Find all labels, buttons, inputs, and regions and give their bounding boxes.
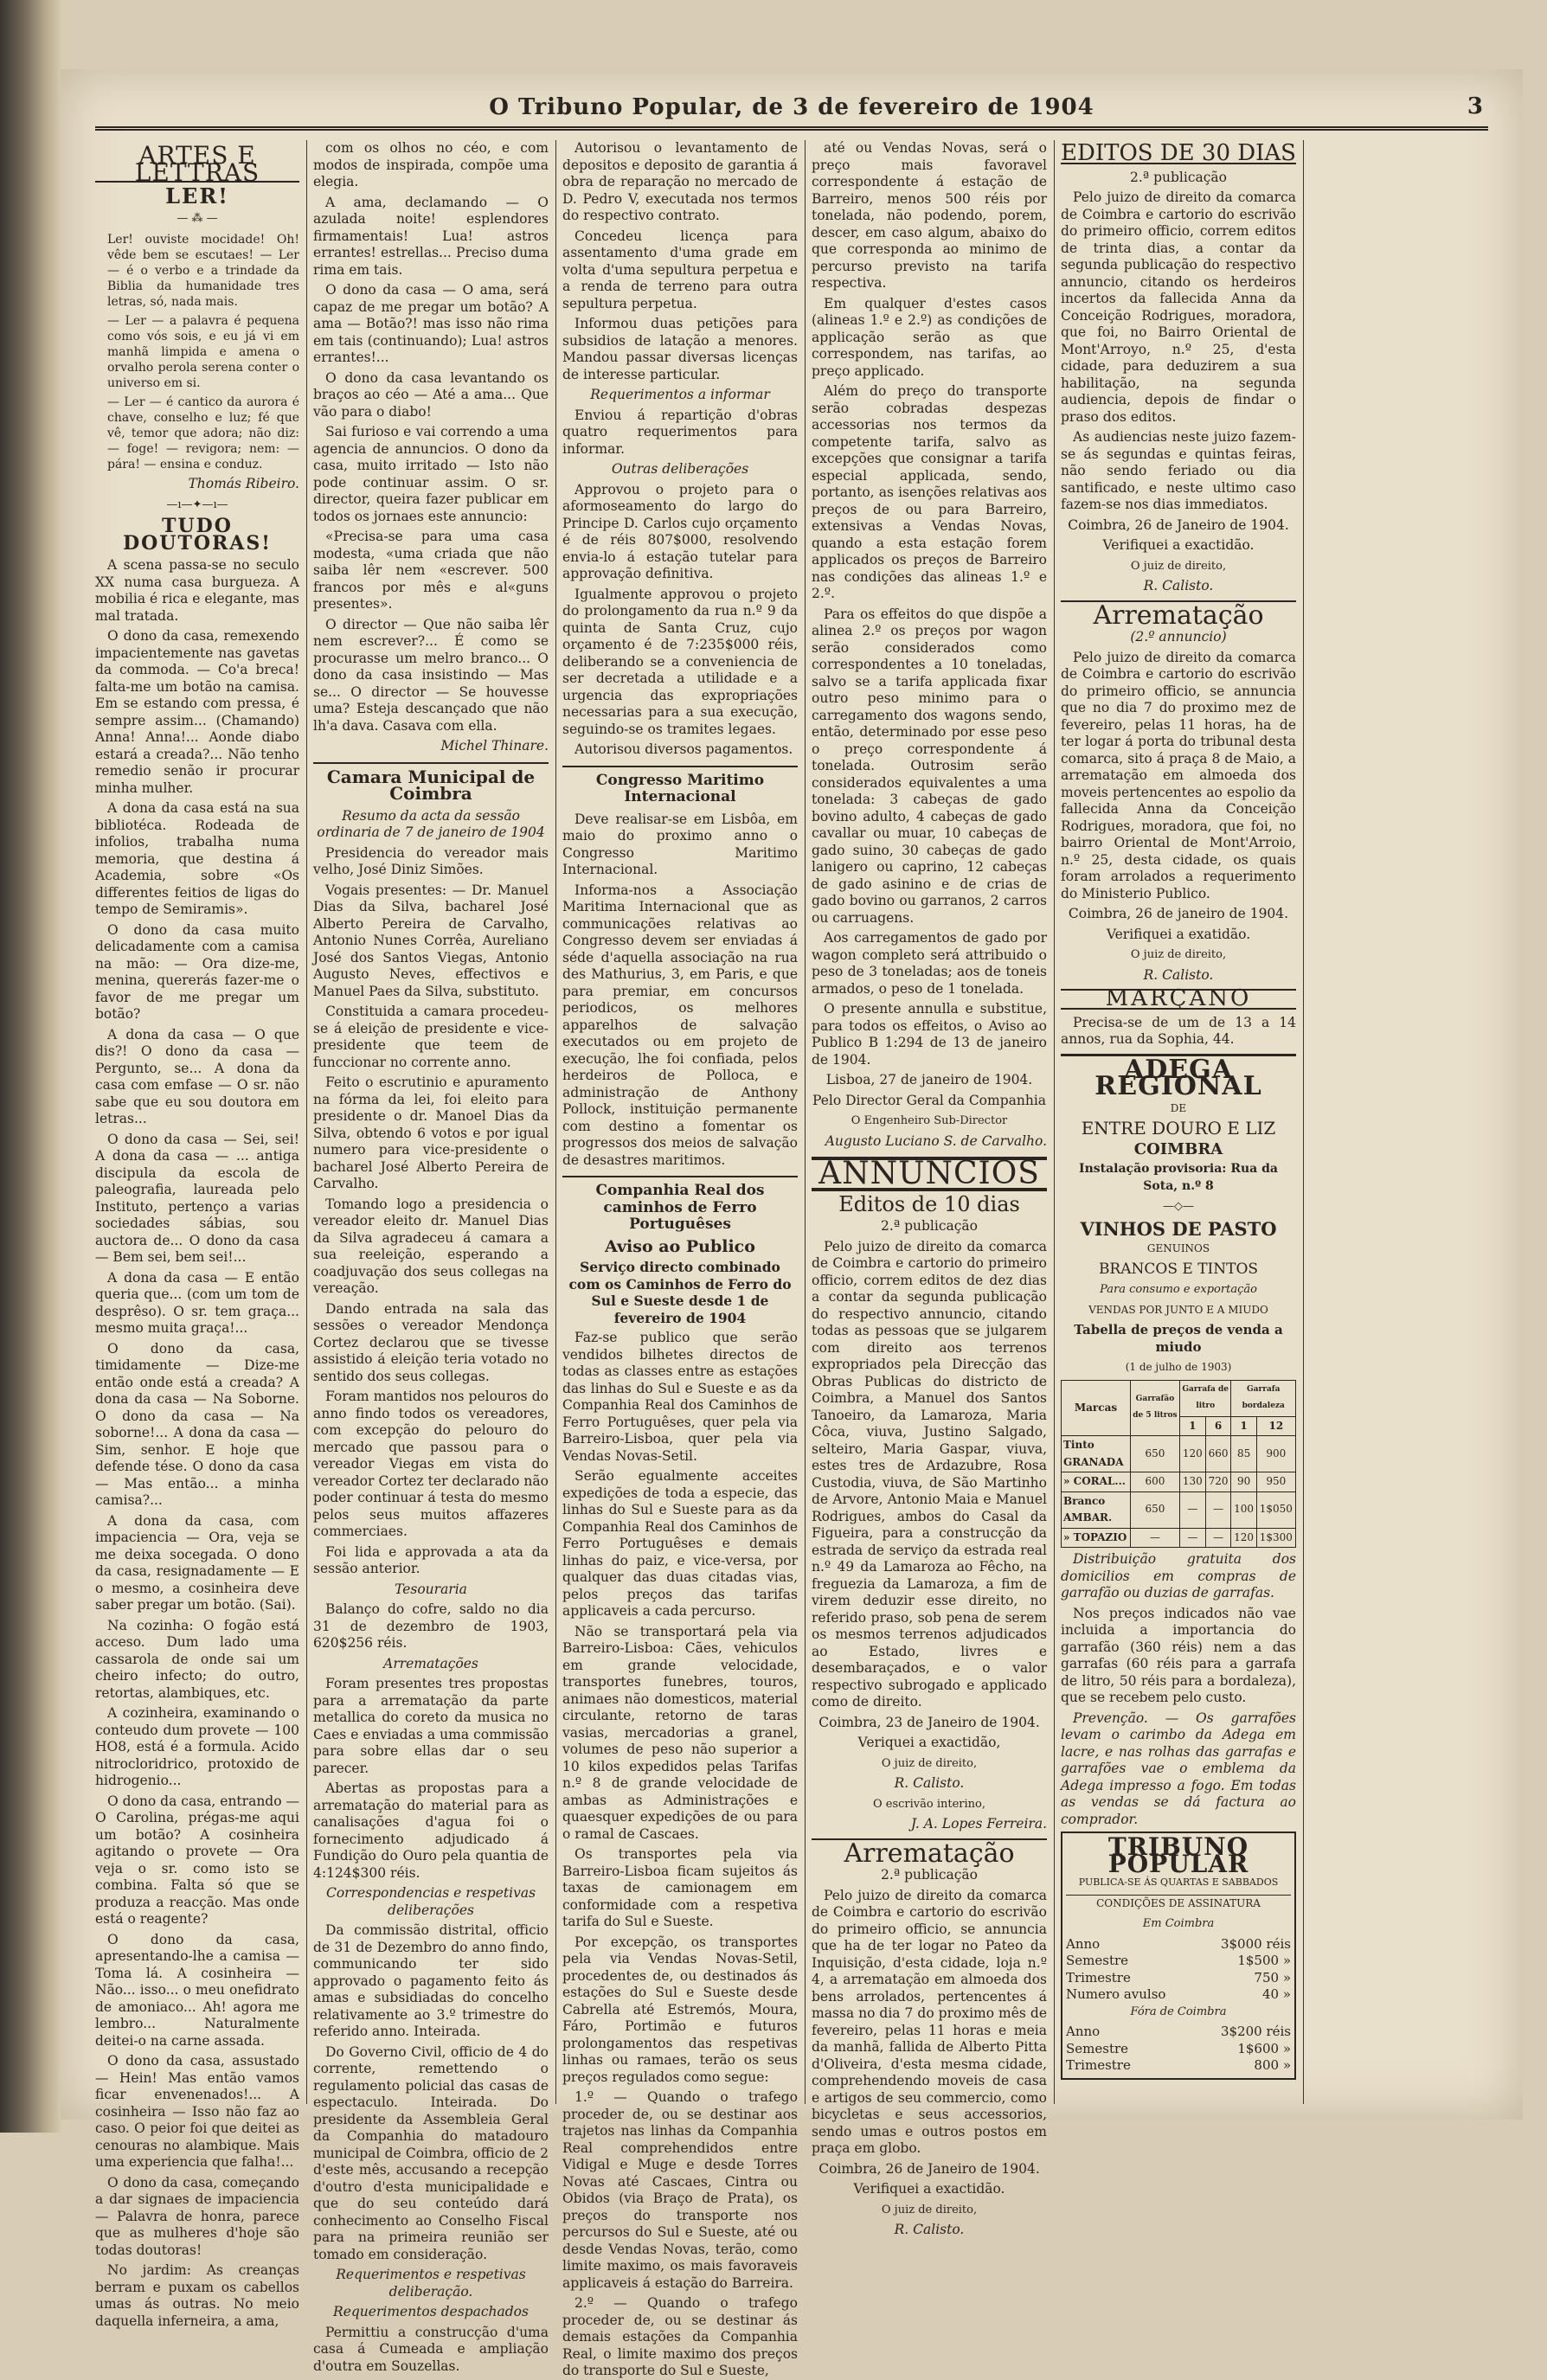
ad-date: Coimbra, 26 de Janeiro de 1904. <box>818 2160 1040 2177</box>
ornament: — ⁂ — <box>177 211 218 225</box>
tribuno-subtitle: PUBLICA-SE ÁS QUARTAS E SABBADOS <box>1078 1876 1279 1888</box>
price-row: Trimestre 800 » <box>1066 2057 1291 2073</box>
ad-title: MARÇANO <box>1061 989 1296 1010</box>
paragraph: Foram presentes tres propostas para a arrematação da parte metallica do coreto da musica no Caes e enviadas a uma commissão para sobre ellas dar o seu parecer. <box>313 1676 549 1776</box>
paragraph: Pelo juizo de direito da comarca de Coimbra e cartorio do escrivão do primeiro officio, se annuncia que ha de ter logar no Pateo da Inquisição, d'esta cidade, loja n.º 4, a arrematação em almoeda dos bens arrolados, pertencentes á massa no dia 7 do proximo mês de fevereiro, pelas 11 horas e meia da manhã, fallida de Alberto Pitta d'Oliveira, d'esta mesma cidade, comprehendendo moveis de casa e artigos de seu commercio, como bicycletas e seus accessorios, sendo umas e outros postos em praça em globo. <box>812 1887 1047 2156</box>
table-cell: — <box>1205 1528 1231 1548</box>
article-subtitle: Aviso ao Publico <box>605 1236 755 1256</box>
subheading: Arrematações <box>383 1655 478 1671</box>
paragraph: Foram mantidos nos pelouros do anno findo todos os vereadores, com excepção do pelouro do mercado que passou para o vereador Viegas em vista do vereador Cortez ter declarado não poder continuar á testa do mesmo pelos seus muitos affazeres commerciaes. <box>313 1389 549 1539</box>
article-title: Companhia Real dos caminhos de Ferro Portuguêses <box>562 1176 798 1234</box>
paragraph: Não se transportará pela via Barreiro-Lisboa: Cães, vehiculos em grande velocidade, transportes funebres, touros, animaes não domesticos, material circulante, retorno de taras vasias, mercadorias a granel, volumes de peso não superior a 10 kilos expedidos pelas Tarifas n.º 8 de grande velocidade de ambas as Administrações e quaesquer expedições de ou para o ramal de Cascaes. <box>562 1623 798 1842</box>
paragraph: Da commissão distrital, officio de 31 de Dezembro do anno findo, communicando ter sido approvado o pagamento feito ás amas e subsidiadas do concelho relativamente ao 3.º trimestre do referido anno. Inteirada. <box>313 1922 549 2039</box>
ad-title: Arrematação <box>1061 600 1296 625</box>
article-title: Camara Municipal de Coimbra <box>313 762 549 803</box>
subheading: Requerimentos a informar <box>590 387 770 402</box>
paragraph: Em qualquer d'estes casos (alineas 1.º e 2.º) as condições de applicação serão as que correspondem, nas tarifas, ao preço applicado. <box>812 295 1047 379</box>
paragraph: A dona da casa, com impaciencia — Ora, veja se me deixa socegada. O dono da casa, resignadamente — E o mesmo, a cosinheira deve saber pregar um botão. (Sai). <box>95 1512 299 1613</box>
in-coimbra: Em Coimbra <box>1142 1917 1215 1930</box>
paragraph: Approvou o projeto para o aformoseamento do largo do Principe D. Carlos cujo orçamento é de réis 807$000, resolvendo envia-lo á estação tutelar para approvação definitiva. <box>562 481 798 581</box>
page-header <box>95 88 1488 131</box>
table-row <box>1062 1436 1296 1472</box>
adega-de: DE <box>1170 1101 1187 1114</box>
ad-date: Coimbra, 26 de janeiro de 1904. <box>1068 906 1289 921</box>
table-cell: 130 <box>1179 1472 1205 1492</box>
signature-line: Pelo Director Geral da Companhia <box>812 1092 1047 1108</box>
table-cell: — <box>1179 1528 1205 1548</box>
table-cell: 650 <box>1130 1492 1179 1528</box>
ad-title: Arrematação <box>812 1838 1047 1863</box>
table-header: Marcas <box>1062 1380 1131 1436</box>
paragraph: A scena passa-se no seculo XX numa casa burgueza. A mobilia é rica e elegante, mas mal tratada. <box>95 557 300 624</box>
article-subtitle: Serviço directo combinado com os Caminhos de Ferro do Sul e Sueste desde 1 de fevereiro de 1904 <box>568 1259 792 1326</box>
table-header: Garrafa bordaleza <box>1231 1380 1296 1416</box>
ad-date: Coimbra, 23 de Janeiro de 1904. <box>818 1714 1040 1730</box>
ornament: —◇— <box>1163 1200 1194 1213</box>
paragraph: Do Governo Civil, officio de 4 do corrente, remettendo o regulamento policial das casas de espectaculo. Inteirada. Do presidente da Assembleia Geral da Companhia do matadouro municipal de Coimbra, officio de 2 d'este mês, accusando a recepção d'outro d'esta municipalidade e que do seu conteúdo dará conhecimento ao Conselho Fiscal para na primeira reunião ser tomado em consideração. <box>313 2043 549 2262</box>
ad-title: EDITOS DE 30 DIAS <box>1061 140 1296 166</box>
subheading: Correspondencias e respetivas deliberações <box>325 1885 536 1918</box>
paragraph: Por excepção, os transportes pela via Vendas Novas-Setil, procedentes de, ou destinados ás estações do Sul e Sueste desde Cabrella até Estremós, Moura, Fáro, Portimão e futuros prolongamentos das respetivas linhas ou ramaes, terão os seus preços regulados como segue: <box>562 1934 798 2085</box>
signature-name: J. A. Lopes Ferreira. <box>910 1816 1047 1832</box>
paragraph: com os olhos no céo, e com modos de inspirada, compõe uma elegia. <box>313 140 549 189</box>
paragraph: O director — Que não saiba lêr nem escrever?... É como se procurasse um melro branco... O dono da casa insistindo — Mas se... O director — Se houvesse uma? Esteja descançado que não lh'a dava. Casava com ella. <box>313 616 549 734</box>
paragraph: A dona da casa — E então queria que... (com um tom de desprêso). O sr. tem graça... mesmo muita graça!... <box>95 1269 299 1336</box>
ad-publication: 2.ª publicação <box>1130 169 1227 185</box>
column-2 <box>313 140 549 2374</box>
price-row: Semestre 1$500 » <box>1066 1953 1291 1968</box>
annuncios-heading: ANNUNCIOS <box>812 1157 1047 1191</box>
price-row: Numero avulso 40 » <box>1066 1986 1291 2002</box>
conditions-heading: CONDIÇÕES DE ASSINATURA <box>1066 1895 1291 1913</box>
vinhos-title: VINHOS DE PASTO <box>1080 1217 1277 1240</box>
table-header: 1 <box>1179 1416 1205 1436</box>
book-binding <box>0 0 62 2133</box>
article-title: Congresso Maritimo Internacional <box>562 766 798 806</box>
table-header: Garrafa de litro <box>1179 1380 1231 1416</box>
adega-title: ADEGA REGIONAL <box>1061 1054 1296 1095</box>
paragraph: Precisa-se de um de 13 a 14 annos, rua da Sophia, 44. <box>1061 1014 1296 1047</box>
paragraph: Serão egualmente acceites expedições de toda a especie, das linhas do Sul e Sueste para as da Companhia Real dos Caminhos de Ferro Portuguêses e demais linhas do paiz, e vice-versa, por qualquer das duas citadas vias, pelos preços das tarifas applicaveis a cada percurso. <box>562 1468 798 1619</box>
table-row <box>1062 1528 1296 1548</box>
paragraph: O dono da casa muito delicadamente com a camisa na mão: — Ora dize-me, menina, quererás fazer-me o favor de me pregar um botão? <box>95 921 299 1022</box>
paragraph: O dono da casa — Sei, sei! A dona da casa — ... antiga discipula da escola de paleografia, laureada pelo Instituto, pertenço a varias sociedades sábias, sou auctora de... O dono da casa — Bem sei, bem sei!... <box>95 1131 299 1265</box>
paragraph: Tomando logo a presidencia o vereador eleito dr. Manuel Dias da Silva agradeceu á camara a sua reeleição, esperando a coadjuvação dos seus collegas na vereação. <box>313 1196 549 1296</box>
table-cell: Branco AMBAR. <box>1062 1492 1131 1528</box>
table-header: Garrafão de 5 litros <box>1130 1380 1179 1436</box>
table-cell: 100 <box>1231 1492 1256 1528</box>
signature-name: R. Calisto. <box>1143 578 1214 593</box>
table-row <box>1062 1492 1296 1528</box>
column-1 <box>95 140 300 2329</box>
paragraph: Enviou á repartição d'obras quatro requerimentos para informar. <box>562 407 798 457</box>
poem-verse: — Ler — a palavra é pequena como vós sois, e eu já vi em manhã limpida e amena o orvalho perola serena conter o universo em si. <box>107 314 299 390</box>
table-row <box>1062 1472 1296 1492</box>
price-row: Anno 3$200 réis <box>1066 2024 1291 2039</box>
signature-line: O escrivão interino, <box>872 1797 985 1811</box>
ad-date: Coimbra, 26 de Janeiro de 1904. <box>1068 516 1289 533</box>
paragraph: Informa-nos a Associação Maritima Internacional que as communicações relativas ao Congresso devem ser enviadas á séde d'aquella associação na rua des Mathurius, 3, em Paris, e que para premiar, em concursos periodicos, os melhores apparelhos de salvação executados ou em projeto de execução, lhe foi confiada, pelos herdeiros de Polloca, e administração de Anthony Pollock, instituição permanente com destino a fomentar os progressos dos meios de salvação de desastres maritimos. <box>562 882 798 1168</box>
signature-line: O juiz de direito, <box>1130 559 1227 573</box>
table-cell: 1$300 <box>1256 1528 1295 1548</box>
paragraph: Pelo juizo de direito da comarca de Coimbra e cartorio do escrivão do primeiro officio, se annuncia que no dia 7 do proximo mez de fevereiro, pelas 11 horas, ha de ter logar á porta do tribunal desta comarca, sito á praça 8 de Maio, a arrematação em almoeda dos moveis pertencentes ao espolio da fallecida Anna da Conceição Rodrigues, moradora, que foi, no bairro Oriental de Mont'Arroio, n.º 25, desta cidade, os quais foram arrolados a requerimento do Ministerio Publico. <box>1061 649 1296 901</box>
paragraph: A dona da casa — O que dis?! O dono da casa — Pergunto, se... A dona da casa com emfase — O sr. não sabe que eu sou doutora em letras... <box>95 1026 299 1126</box>
page-number: 3 <box>1467 93 1483 119</box>
paragraph: 1.º — Quando o trafego proceder de, ou se destinar aos trajetos nas linhas da Companhia Real comprehendidos entre Vidigal e Muge e desde Torres Novas até Cascaes, Cintra ou Obidos (via Braço de Prata), os preços do transporte nos percursos do Sul e Sueste, até ou desde Vendas Novas, terão, como limite maximo, os mais favoraveis applicaveis á estação do Barreira. <box>562 2089 798 2291</box>
paragraph: O dono da casa, começando a dar signaes de impaciencia — Palavra de honra, parece que as mulheres d'hoje são todas doutoras! <box>95 2174 299 2258</box>
table-cell: — <box>1130 1528 1179 1548</box>
paragraph: No jardim: As creanças berram e puxam os cabellos umas ás outras. No meio daquella inferneira, a ama, <box>95 2262 299 2329</box>
table-cell: 720 <box>1205 1472 1231 1492</box>
table-cell: 900 <box>1256 1436 1295 1472</box>
table-cell: » CORAL... <box>1062 1472 1131 1492</box>
adega-subtitle: ENTRE DOURO E LIZ <box>1081 1118 1276 1139</box>
signature-line: O Engenheiro Sub-Director <box>851 1114 1008 1127</box>
poem-verse: Ler! ouviste mocidade! Oh! vêde bem se escutaes! — Ler — é o verbo e a trindade da Biblia da humanidade tres letras, só, nada mais. <box>107 233 299 309</box>
paragraph: Feito o escrutinio e apuramento na fórma da lei, foi eleito para presidente o dr. Manoel Dias da Silva, obtendo 6 votos e por igual numero para vice-presidente o bacharel José Alberto Pereira de Carvalho. <box>313 1075 549 1191</box>
paragraph: Na cozinha: O fogão está acceso. Dum lado uma cassarola de onde sai um cheiro infecto; do outro, retortas, alambiques, etc. <box>95 1617 299 1701</box>
price-row: Anno 3$000 réis <box>1066 1935 1291 1952</box>
ad-verification: Verifiquei a exactidão. <box>1102 537 1255 553</box>
price-table-title: Tabella de preços de venda a miudo <box>1074 1322 1283 1355</box>
table-cell: 950 <box>1256 1472 1295 1492</box>
poem-author: Thomás Ribeiro. <box>188 476 299 491</box>
paragraph: Autorisou diversos pagamentos. <box>575 741 793 757</box>
paragraph: Autorisou o levantamento de depositos e deposito de garantia á obra de reparação no mercado de D. Pedro V, executada nos termos do respectivo contrato. <box>562 140 798 223</box>
paragraph: Vogais presentes: — Dr. Manuel Dias da Silva, bacharel José Alberto Pereira de Carvalho, Antonio Nunes Corrêa, Aureliano José dos Santos Viegas, Antonio Augusto Neves, effectivos e Manuel Paes da Silva, substituto. <box>313 882 549 999</box>
paragraph: «Precisa-se para uma casa modesta, «uma criada que não saiba lêr nem «escrever. 500 francos por mês e al«guns presentes». <box>313 529 549 612</box>
paragraph: Concedeu licença para assentamento d'uma grade em volta d'uma sepultura perpetua e a renda de terreno para outra sepultura perpetua. <box>562 228 798 311</box>
paragraph: O dono da casa, remexendo impacientemente nas gavetas da commoda. — Co'a breca! falta-me um botão na camisa. Em se estando com pressa, é sempre assim... (Chamando) Anna! Anna!... Aonde diabo estará a creada?... Não tenho remedio senão ir procurar minha mulher. <box>95 628 299 796</box>
paragraph: A ama, declamando — O azulada noite! esplendores firmamentais! Lua! astros errantes! estrellas... Preciso duma rima em tais. <box>313 194 549 278</box>
paragraph: Abertas as propostas para a arrematação do material para as canalisações d'agua foi o fornecimento adjudicado á Fundição do Ouro pela quantia de 4:124$300 réis. <box>313 1780 549 1881</box>
paragraph: O dono da casa levantando os braços ao céo — Até a ama... Que vão para o diabo! <box>313 369 549 420</box>
paragraph: O dono da casa — O ama, será capaz de me pregar um botão? A ama — Botão?! mas isso não rima em tais (continuando); Lua! astros errantes!... <box>313 282 549 365</box>
consumo: Para consumo e exportação <box>1100 1283 1257 1296</box>
section-heading: ARTES E LETTRAS <box>95 147 299 183</box>
ad-publication: (2.º annuncio) <box>1130 629 1227 645</box>
paragraph: Para os effeitos do que dispõe a alinea 2.º os preços por wagon serão considerados como correspondentes a 10 toneladas, salvo se a tarifa applicada fixar outro peso minimo para o carregamento dos wagons sendo, então, determinado por esse peso o preço correspondente á tonelada. Outrosim serão considerados equivalentes a uma tonelada: 3 cabeças de gado bovino adulto, 4 cabeças de gado cavallar ou muar, 10 cabeças de gado suino, 30 cabeças de gado lanigero ou caprino, 12 cabeças de gado asinino e de crias de gado bovino ou garranos, 2 carros ou carruagens. <box>812 606 1047 926</box>
ad-verification: Verifiquei a exactidão. <box>853 2181 1005 2197</box>
subheading: Requerimentos e respetivas deliberação. <box>336 2267 526 2300</box>
price-row: Trimestre 750 » <box>1066 1969 1291 1985</box>
table-cell: Tinto GRANADA <box>1062 1436 1131 1472</box>
paragraph: Distribuição gratuita dos domicilios em compras de garrafão ou duzias de garrafas. <box>1061 1551 1296 1601</box>
column-rule <box>306 140 307 2104</box>
table-cell: 600 <box>1130 1472 1179 1492</box>
signature-name: Augusto Luciano S. de Carvalho. <box>825 1132 1047 1149</box>
paragraph: O dono da casa, assustado — Hein! Mas então vamos ficar envenenados!... A cosinheira — Isso não faz ao caso. O peior foi que deitei as cenouras no alambique. Mais uma experiencia que falha!... <box>95 2053 299 2170</box>
paragraph: Dando entrada na sala das sessões o vereador Mendonça Cortez declarou que se tivesse assistido á eleição teria votado no sentido dos seus collegas. <box>313 1300 549 1384</box>
table-cell: » TOPAZIO <box>1062 1528 1131 1548</box>
genuinos: GENUINOS <box>1146 1242 1210 1254</box>
ornament: —ı—✦—ı— <box>166 497 228 511</box>
table-cell: — <box>1179 1492 1205 1528</box>
signature-line: O juiz de direito, <box>881 2203 978 2216</box>
column-5 <box>1061 140 1296 2104</box>
ad-verification: Verifiquei a exatidão. <box>1106 926 1251 942</box>
table-cell: 1$050 <box>1256 1492 1295 1528</box>
table-header: 6 <box>1205 1416 1231 1436</box>
paragraph: Os transportes pela via Barreiro-Lisboa ficam sujeitos ás taxas de camionagem em conformidade com a respetiva tarifa do Sul e Sueste. <box>562 1846 798 1929</box>
signature-name: R. Calisto. <box>1143 966 1214 983</box>
adega-address: Instalação provisoria: Rua da Sota, n.º 8 <box>1079 1162 1278 1193</box>
paragraph: 2.º — Quando o trafego proceder de, ou se destinar ás demais estações da Companhia Real, o limite maximo dos preços do transporte do Sul e Sueste, <box>562 2295 798 2378</box>
price-table <box>1061 1380 1296 1549</box>
table-header: 12 <box>1256 1416 1295 1436</box>
paragraph: até ou Vendas Novas, será o preço mais favoravel correspondente á estação de Barreiro, menos 500 réis por tonelada, não podendo, porem, descer, em caso algum, abaixo do que corresponda ao minimo de percurso previsto na tarifa respectiva. <box>812 140 1047 291</box>
signature-line: O juiz de direito, <box>1130 948 1227 961</box>
paragraph: O dono da casa, timidamente — Dize-me então onde está a creada? A dona da casa — Na Soborne. O dono da casa — Na soborne!... A dona da casa — Sim, senhor. E hoje que defende tése. O dono da casa — Mas então... a minha camisa?... <box>95 1340 299 1508</box>
vendas: VENDAS POR JUNTO E A MIUDO <box>1088 1303 1268 1316</box>
newspaper-page <box>61 69 1523 2378</box>
price-table-date: (1 de julho de 1903) <box>1125 1361 1232 1373</box>
column-rule <box>1054 140 1055 2104</box>
paragraph: Pelo juizo de direito da comarca de Coimbra e cartorio do primeiro officio, correm editos de dez dias a contar da segunda publicação do respectivo annuncio, citando todas as pessoas que se julgarem com direito aos terrenos expropriados pela Direcção das Obras Publicas do districto de Coimbra, a Manuel dos Santos Tanoeiro, da Lamaroza, Maria Côca, viuva, Justino Salgado, selteiro, Maria Gaspar, viuva, estes tres de Ardazubre, Rosa Custodia, viuva, de São Martinho de Arvore, Antonio Maia e Manuel Rodrigues, ambos do Casal da Figueira, para a construcção da estrada de serviço da estrada real n.º 49 da Lamaroza ao Fêcho, na freguezia da Lamaroza, a fim de virem deduzir esse direito, no referido praso, sob pena de serem os mesmos terrenos adjudicados ao Estado, livres e desembaraçados, e o valor respectivo subrogado e applicado como de direito. <box>812 1238 1047 1710</box>
column-3 <box>562 140 798 2378</box>
paragraph: A dona da casa está na sua bibliotéca. Rodeada de infolios, trabalha numa memoria, que destina á Academia, sobre «Os differentes feitios de ligas do tempo de Semiramis». <box>95 800 299 917</box>
paragraph: Igualmente approvou o projeto do prolongamento da rua n.º 9 da quinta de Santa Cruz, cujo orçamento é de 7:235$000 réis, deliberando se a conveniencia de ser decretada a utilidade e a urgencia das expropriações necessarias para a sua execução, seguindo-se os tramites legaes. <box>562 586 798 737</box>
table-cell: 650 <box>1130 1436 1179 1472</box>
subheading: Requerimentos despachados <box>333 2304 529 2319</box>
paragraph: O dono da casa, apresentando-lhe a camisa — Toma lá. A cosinheira — Não... isso... o meu onefidrato de amoniaco... Ah! agora me lembro... Naturalmente deitei-o na carne assada. <box>95 1931 299 2049</box>
subheading: Outras deliberações <box>611 461 749 477</box>
signature-line: O juiz de direito, <box>881 1756 978 1770</box>
table-cell: 120 <box>1231 1528 1256 1548</box>
notice-date: Lisboa, 27 de janeiro de 1904. <box>825 1072 1033 1087</box>
column-rule <box>555 140 556 2104</box>
table-cell: 85 <box>1231 1436 1256 1472</box>
subscription-box <box>1061 1832 1296 2080</box>
adega-city: COIMBRA <box>1133 1139 1223 1158</box>
paragraph: Informou duas petições para subsidios de latação a menores. Mandou passar diversas licenças de interesse particular. <box>562 316 798 382</box>
paragraph: Deve realisar-se em Lisbôa, em maio do proximo anno o Congresso Maritimo Internacional. <box>562 811 798 877</box>
poem-title: LER! <box>165 183 229 208</box>
paragraph: Faz-se publico que serão vendidos bilhetes directos de todas as classes entre as estações das linhas do Sul e Sueste e as da Companhia Real dos Caminhos de Ferro Portuguêses, quer pela via Barreiro-Lisboa, quer pela via Vendas Novas-Setil. <box>562 1330 798 1464</box>
poem-verse: — Ler — é cantico da aurora é chave, conselho e luz; fé que vê, temor que adora; não diz: — foge! — revigora; nem: — pára! — ensina e conduz. <box>107 395 299 472</box>
paragraph: Constituida a camara procedeu-se á eleição de presidente e vice-presidente que teem de funccionar no corrente anno. <box>313 1004 549 1070</box>
paragraph: Foi lida e approvada a ata da sessão anterior. <box>313 1543 549 1576</box>
columns <box>95 140 1488 2378</box>
paragraph: Presidencia do vereador mais velho, José Diniz Simões. <box>313 844 549 877</box>
story-title: TUDO DOUTORAS! <box>123 515 272 555</box>
signature-name: R. Calisto. <box>894 1775 965 1791</box>
ad-publication: 2.ª publicação <box>881 1867 978 1883</box>
column-4 <box>812 140 1047 2237</box>
paragraph: Balanço do cofre, saldo no dia 31 de dezembro de 1903, 620$256 réis. <box>313 1601 549 1651</box>
column-rule <box>1303 140 1304 2104</box>
article-subtitle: Resumo da acta da sessão ordinaria de 7 de janeiro de 1904 <box>317 807 545 840</box>
paragraph: Sai furioso e vai correndo a uma agencia de annuncios. O dono da casa, muito irritado — Isto não pode continuar assim. O sr. director, queira fazer publicar em todos os jornaes este annuncio: <box>313 424 549 524</box>
newspaper-title: O Tribuno Popular, de 3 de fevereiro de 1904 <box>489 94 1094 120</box>
paragraph: Aos carregamentos de gado por wagon completo será attribuido o peso de 3 toneladas; aos de toneis armados, o peso de 1 tonelada. <box>812 930 1047 997</box>
brancos-tintos: BRANCOS E TINTOS <box>1098 1260 1259 1278</box>
subheading: Tesouraria <box>395 1581 467 1597</box>
paragraph: Pelo juizo de direito da comarca de Coimbra e cartorio do escrivão do primeiro officio, correm editos de trinta dias, a contar da segunda publicação do respectivo annuncio, citando os herdeiros incertos da fallecida Anna da Conceição Rodrigues, moradora, que foi, no Bairro Oriental de Mont'Arroyo, n.º 25, d'esta cidade, para deduzirem a sua habilitação, na segunda audiencia, depois de findar o praso dos editos. <box>1061 189 1296 425</box>
ad-publication: 2.ª publicação <box>881 1218 978 1234</box>
paragraph: Nos preços indicados não vae incluida a importancia do garrafão (360 réis) nem a das garrafas (60 réis para a garrafa de litro, 50 réis para a bordaleza), que se recebem pelo custo. <box>1061 1605 1296 1705</box>
ad-title: Editos de 10 dias <box>838 1191 1020 1216</box>
table-cell: 660 <box>1205 1436 1231 1472</box>
table-header: 1 <box>1231 1416 1256 1436</box>
table-cell: 90 <box>1231 1472 1256 1492</box>
tribuno-title: TRIBUNO POPULAR <box>1107 1832 1249 1878</box>
paragraph: O dono da casa, entrando — O Carolina, prégas-me aqui um botão? A cosinheira agitando o provete — Ora veja o sr. como isto se combina. Falta só que se produza a reacção. Mas onde está o reagente? <box>95 1793 299 1927</box>
paragraph: As audiencias neste juizo fazem-se ás segundas e quintas feiras, não sendo feriado ou dia santificado, e neste ultimo caso fazem-se nos dias immediatos. <box>1061 429 1296 512</box>
paragraph: A cozinheira, examinando o conteudo dum provete — 100 HO8, está é a formula. Acido nitrocloridrico, protoxido de hidrogenio... <box>95 1705 299 1788</box>
ad-verification: Veriquei a exactidão, <box>857 1735 1001 1750</box>
outside-coimbra: Fóra de Coimbra <box>1130 2005 1227 2018</box>
table-cell: 120 <box>1179 1436 1205 1472</box>
paragraph: O presente annulla e substitue, para todos os effeitos, o Aviso ao Publico B 1:294 de 13 de janeiro de 1904. <box>812 1001 1047 1068</box>
column-rule <box>805 140 806 2104</box>
paragraph: Permittiu a construcção d'uma casa á Cumeada e ampliação d'outra em Souzellas. <box>313 2324 549 2374</box>
table-cell: — <box>1205 1492 1231 1528</box>
paragraph: Além do preço do transporte serão cobradas despezas accessorias nos termos da competente tarifa, salvo as excepções que consignar a tarifa especial applicada, sendo, portanto, as isenções relativas aos preços de ou para Barreiro, extensivas a Vendas Novas, quando a esta estação forem applicados os preços de Barreiro nas condições das alineas 1.º e 2.º. <box>812 383 1047 601</box>
price-row: Semestre 1$600 » <box>1066 2040 1291 2056</box>
signature-name: R. Calisto. <box>894 2222 965 2237</box>
story-author: Michel Thinare. <box>440 738 549 754</box>
paragraph: Prevenção. — Os garrafões levam o carimbo da Adega em lacre, e nas rolhas das garrafas e garrafões vae o emblema da Adega impresso a fogo. Em todas as vendas se dá factura ao comprador. <box>1061 1710 1296 1827</box>
